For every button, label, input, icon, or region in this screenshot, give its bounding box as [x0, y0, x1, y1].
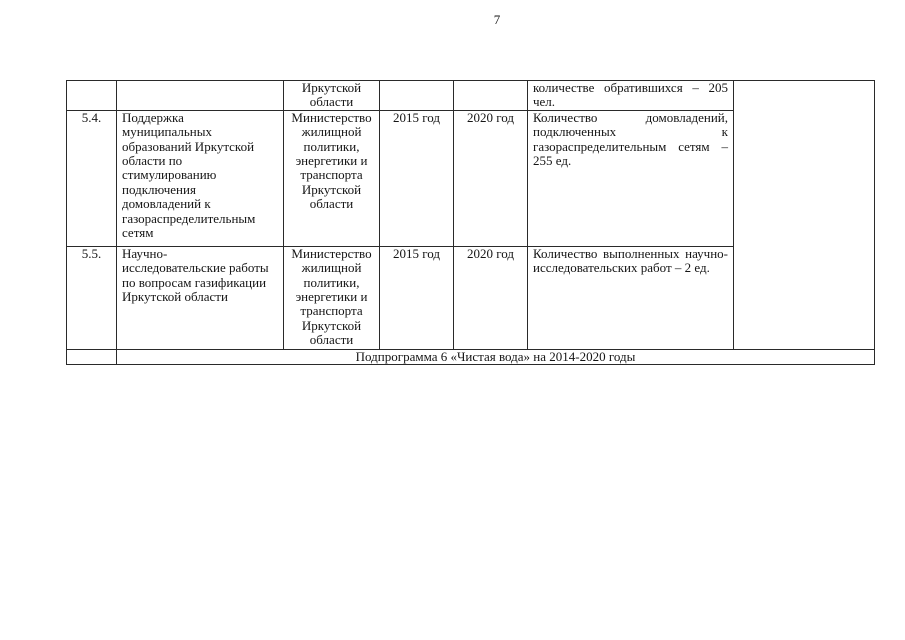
executor-line: жилищной — [301, 124, 362, 140]
item-number-cell — [67, 349, 117, 364]
start-year-cell — [380, 246, 454, 349]
executor-cell — [284, 110, 380, 246]
result-line: 255 ед. — [533, 153, 572, 169]
table-body — [67, 81, 875, 365]
executor-line: энергетики и — [295, 153, 368, 169]
result-line: газораспределительным сетям – — [533, 138, 728, 154]
start-year-cell — [380, 110, 454, 246]
subprogram-heading: Подпрограмма 6 «Чистая вода» на 2014-2020 годы — [355, 349, 636, 364]
item-number: 5.4. — [81, 110, 102, 125]
result-line: чел. — [533, 94, 556, 110]
description-line: муниципальных — [122, 124, 213, 140]
result-line: Количество домовладений, — [533, 110, 728, 125]
measures-table — [66, 80, 875, 365]
table-row-subprogram — [67, 349, 875, 364]
executor-line: области — [309, 94, 354, 110]
executor-line: Министерство — [291, 246, 372, 261]
executor-cell — [284, 246, 380, 349]
description-line: подключения — [122, 181, 196, 197]
start-year: 2015 год — [393, 246, 440, 261]
start-year-cell — [380, 81, 454, 111]
description-line: сетям — [122, 225, 154, 241]
executor-line: политики, — [303, 274, 360, 290]
item-number-cell — [67, 246, 117, 349]
executor-line: Министерство — [291, 110, 372, 125]
executor-cell — [284, 81, 380, 111]
result-line: исследовательских работ – 2 ед. — [533, 260, 710, 276]
description-line: газораспределительным — [122, 210, 256, 226]
executor-line: политики, — [303, 138, 360, 154]
measure-description-cell — [117, 110, 284, 246]
executor-line: области — [309, 332, 354, 348]
description-line: по вопросам газификации — [122, 274, 267, 290]
description-line: Научно- — [122, 246, 168, 261]
executor-line: транспорта — [300, 167, 363, 183]
end-year-cell — [454, 110, 528, 246]
table-row-continuation — [67, 81, 875, 111]
end-year: 2020 год — [467, 246, 514, 261]
item-number-cell — [67, 81, 117, 111]
result-indicator-cell — [528, 81, 734, 111]
result-indicator-cell — [528, 110, 734, 246]
description-line: Иркутской области — [122, 289, 228, 305]
result-line: количестве обратившихся – 205 — [533, 80, 728, 95]
notes-cell — [734, 81, 875, 350]
executor-line: Иркутской — [301, 181, 362, 197]
executor-line: жилищной — [301, 260, 362, 276]
description-line: области по — [122, 153, 183, 169]
item-number-cell — [67, 110, 117, 246]
result-indicator-cell — [528, 246, 734, 349]
description-line: домовладений к — [122, 196, 211, 212]
executor-line: области — [309, 196, 354, 212]
executor-line: Иркутской — [301, 80, 362, 95]
start-year: 2015 год — [393, 110, 440, 125]
result-line: Количество выполненных научно- — [533, 246, 728, 261]
end-year-cell — [454, 246, 528, 349]
end-year-cell — [454, 81, 528, 111]
subprogram-heading-cell — [117, 349, 875, 364]
description-line: исследовательские работы — [122, 260, 269, 276]
description-line: стимулированию — [122, 167, 217, 183]
description-line: образований Иркутской — [122, 138, 255, 154]
measure-description-cell — [117, 81, 284, 111]
page-number: 7 — [493, 12, 501, 27]
description-line: Поддержка — [122, 110, 184, 125]
executor-line: энергетики и — [295, 289, 368, 305]
measure-description-cell — [117, 246, 284, 349]
executor-line: транспорта — [300, 303, 363, 319]
end-year: 2020 год — [467, 110, 514, 125]
item-number: 5.5. — [81, 246, 102, 261]
executor-line: Иркутской — [301, 317, 362, 333]
result-line: подключенных к — [533, 124, 728, 140]
